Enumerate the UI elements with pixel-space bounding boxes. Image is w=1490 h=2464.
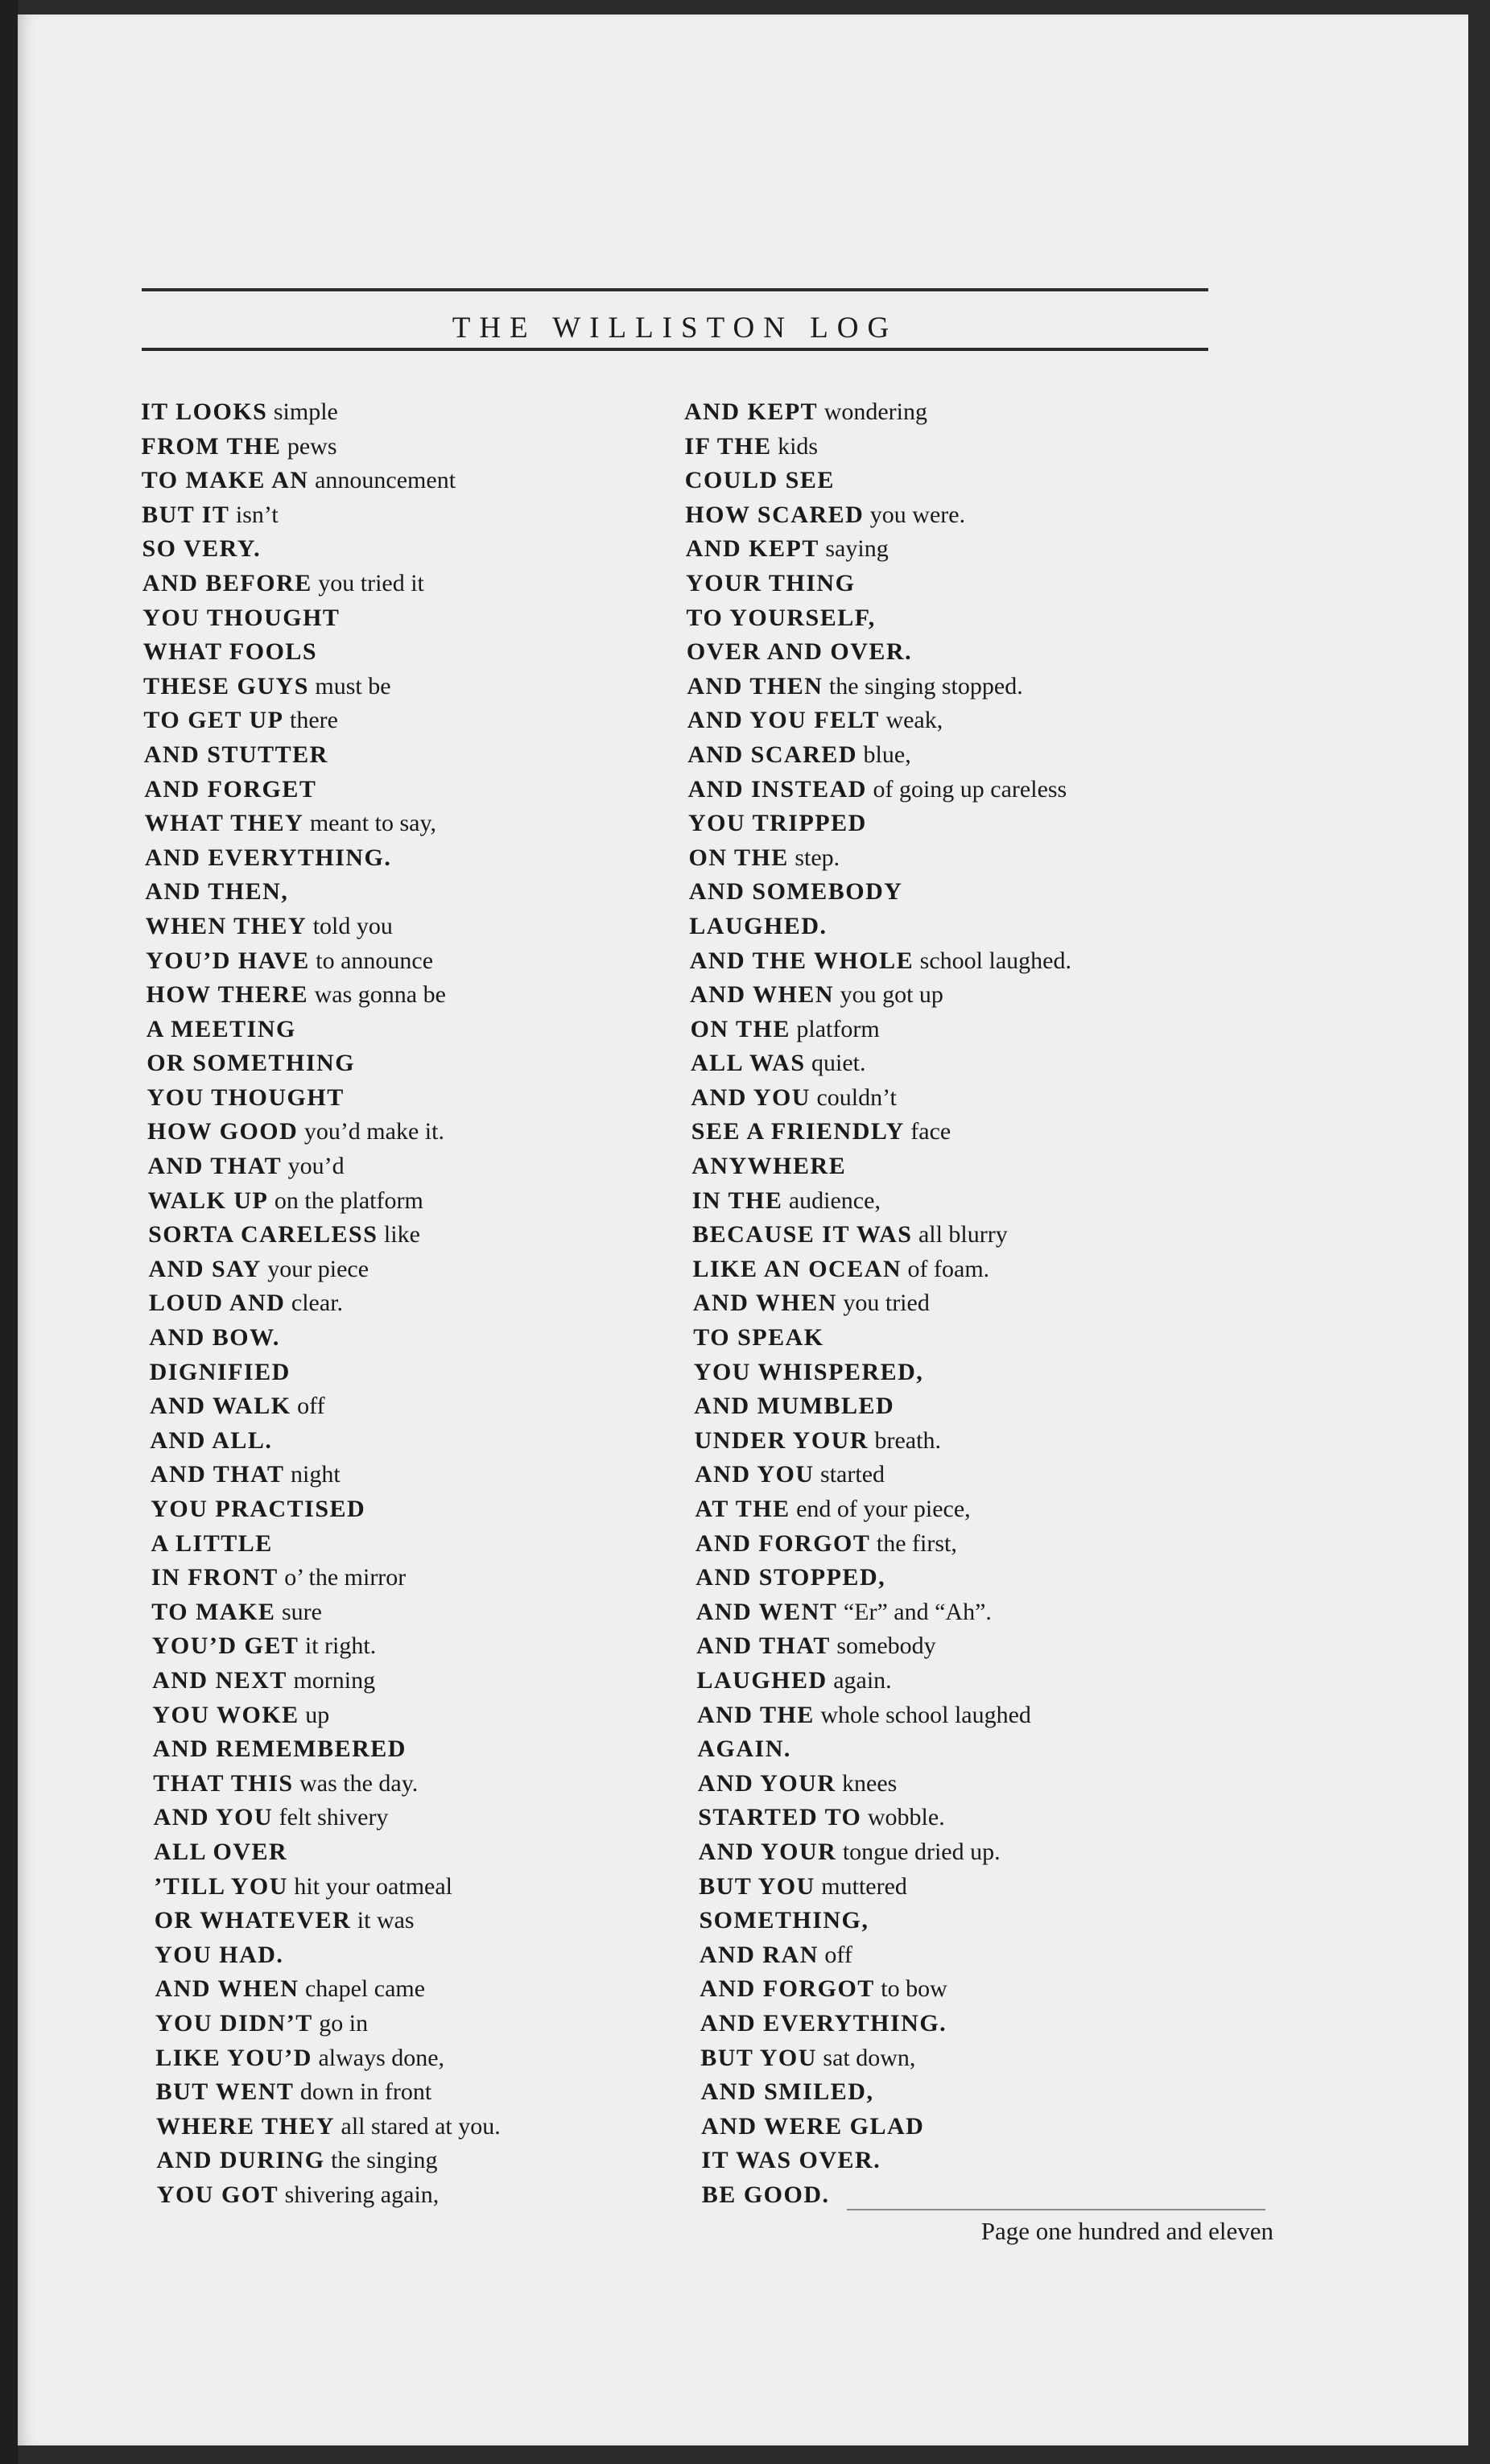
- poem-line-caps: OR SOMETHING: [147, 1050, 356, 1077]
- poem-line-caps: YOU GOT: [156, 2181, 279, 2208]
- poem-line: [141, 1870, 501, 1905]
- poem-line: [141, 498, 501, 533]
- poem-line: [141, 1664, 501, 1698]
- poem-line: [141, 875, 501, 910]
- poem-line: [141, 1698, 501, 1733]
- poem-line-caps: AND WHEN: [692, 1290, 837, 1317]
- poem-line: [684, 1938, 1071, 1973]
- poem-line-caps: SOMETHING,: [699, 1907, 869, 1934]
- poem-line-text: you’d: [287, 1153, 345, 1180]
- poem-line-text: wondering: [823, 398, 927, 425]
- poem-line: [141, 1184, 501, 1219]
- poem-line-caps: WHERE THEY: [156, 2112, 335, 2140]
- poem-line: [141, 2110, 501, 2144]
- poem-line: [684, 395, 1071, 430]
- poem-line: [141, 2178, 501, 2213]
- poem-line-text: pews: [287, 432, 337, 460]
- poem-line-text: face: [910, 1118, 951, 1145]
- poem-line: [684, 1184, 1071, 1219]
- poem-line: [684, 2178, 1071, 2213]
- poem-line: [141, 1938, 501, 1973]
- poem-line-caps: YOU THOUGHT: [147, 1083, 345, 1111]
- poem-line: [684, 1149, 1071, 1184]
- poem-line-caps: YOU PRACTISED: [151, 1496, 366, 1522]
- poem-line-caps: IN FRONT: [151, 1564, 279, 1591]
- poem-line-caps: A MEETING: [146, 1015, 296, 1042]
- poem-line-text: you got up: [840, 981, 943, 1009]
- poem-line-caps: AND BEFORE: [142, 569, 312, 596]
- poem-line-caps: WHAT THEY: [144, 810, 304, 837]
- poem-line-caps: THESE GUYS: [143, 672, 309, 700]
- poem-line-text: you tried it: [318, 569, 424, 596]
- poem-line-caps: DIGNIFIED: [149, 1358, 291, 1385]
- poem-line-text: you’d make it.: [303, 1118, 444, 1145]
- poem-line: [141, 1286, 501, 1321]
- poem-line-text: go in: [319, 2009, 369, 2037]
- poem-line-text: off: [297, 1393, 325, 1420]
- poem-line-text: shivering again,: [284, 2181, 440, 2208]
- poem-line-caps: SORTA CARELESS: [148, 1221, 378, 1249]
- poem-line-caps: BUT IT: [142, 501, 230, 528]
- poem-line-text: hit your oatmeal: [294, 1872, 453, 1900]
- poem-line-caps: TO GET UP: [143, 707, 284, 734]
- poem-line-caps: LIKE AN OCEAN: [692, 1255, 902, 1282]
- poem-line-caps: AND YOU FELT: [687, 707, 880, 734]
- poem-line: [684, 1115, 1071, 1149]
- poem-line: [684, 807, 1071, 841]
- poem-line-text: announcement: [315, 467, 456, 494]
- poem-line: [684, 1561, 1071, 1595]
- poem-line-caps: AND WALK: [150, 1393, 291, 1420]
- poem-line-text: morning: [293, 1666, 376, 1694]
- poem-line-text: told you: [312, 912, 393, 939]
- header-rule-bottom: [142, 348, 1208, 351]
- poem-line: [141, 704, 501, 738]
- poem-line: [141, 635, 501, 670]
- poem-line: [141, 1492, 501, 1527]
- poem-line: [684, 1046, 1071, 1081]
- poem-line-text: was gonna be: [314, 981, 446, 1009]
- poem-line: [684, 1492, 1071, 1527]
- poem-line-caps: WALK UP: [147, 1187, 269, 1214]
- poem-line-caps: HOW THERE: [146, 981, 309, 1009]
- poem-line: [141, 670, 501, 704]
- poem-line: [141, 1904, 501, 1938]
- poem-line-caps: COULD SEE: [684, 467, 835, 494]
- poem-line: [141, 1013, 501, 1047]
- poem-line-caps: AND THEN,: [145, 878, 289, 906]
- poem-line: [684, 978, 1071, 1013]
- poem-line: [141, 1389, 501, 1424]
- poem-line-caps: AND WHEN: [690, 981, 835, 1009]
- poem-line: [684, 841, 1071, 876]
- poem-line: [141, 773, 501, 807]
- poem-line: [141, 944, 501, 979]
- poem-line-caps: IT WAS OVER.: [701, 2147, 881, 2174]
- poem-line: [684, 1835, 1071, 1870]
- poem-line-caps: AND KEPT: [685, 535, 819, 563]
- poem-line-caps: YOU HAD.: [155, 1941, 284, 1968]
- poem-line-caps: AND EVERYTHING.: [144, 844, 392, 871]
- poem-line-text: blue,: [863, 741, 911, 768]
- poem-line: [684, 1389, 1071, 1424]
- poem-line-caps: LAUGHED: [696, 1666, 828, 1694]
- poem-line-caps: YOUR THING: [686, 569, 856, 596]
- poem-line: [141, 1629, 501, 1664]
- poem-line-caps: AND INSTEAD: [687, 775, 867, 803]
- poem-line-caps: AND WENT: [695, 1598, 838, 1625]
- poem-line-caps: LOUD AND: [148, 1290, 286, 1317]
- book-spine-edge: [0, 0, 18, 2464]
- poem-line-caps: HOW GOOD: [147, 1118, 299, 1145]
- poem-line: [141, 464, 501, 498]
- poem-line-caps: AND BOW.: [149, 1324, 280, 1352]
- poem-line-text: clear.: [291, 1290, 344, 1317]
- poem-line: [141, 2007, 501, 2041]
- poem-line-caps: AND SMILED,: [700, 2078, 874, 2106]
- poem-line-caps: AND KEPT: [684, 398, 819, 425]
- poem-line-text: chapel came: [304, 1975, 426, 2003]
- poem-line-text: to announce: [316, 947, 434, 974]
- poem-line-caps: AND FORGOT: [695, 1529, 871, 1557]
- poem-line-caps: THAT THIS: [153, 1769, 294, 1797]
- poem-line: [141, 2075, 501, 2110]
- poem-line: [684, 1286, 1071, 1321]
- poem-line-caps: AND DURING: [156, 2147, 325, 2174]
- poem-line: [141, 1115, 501, 1149]
- poem-line-caps: AND EVERYTHING.: [700, 2009, 947, 2037]
- poem-line-text: o’ the mirror: [284, 1564, 407, 1591]
- poem-line-text: up: [305, 1701, 330, 1728]
- poem-line-caps: AND NEXT: [152, 1666, 287, 1694]
- poem-line-caps: AND YOU: [691, 1083, 811, 1111]
- poem-line: [141, 1458, 501, 1492]
- poem-line: [684, 773, 1071, 807]
- poem-line-caps: AND YOUR: [697, 1769, 836, 1797]
- poem-line-text: the first,: [876, 1529, 957, 1557]
- poem-line-caps: YOU’D HAVE: [146, 947, 310, 974]
- poem-line-caps: ALL OVER: [154, 1838, 288, 1865]
- poem-line-text: there: [290, 707, 338, 734]
- poem-line-caps: AND STOPPED,: [695, 1564, 886, 1591]
- poem-line-text: of foam.: [907, 1255, 990, 1282]
- poem-line: [141, 1527, 501, 1562]
- poem-line-text: quiet.: [811, 1050, 866, 1077]
- poem-line-text: all stared at you.: [341, 2112, 501, 2140]
- poem-line: [684, 704, 1071, 738]
- poem-line-text: meant to say,: [309, 810, 436, 837]
- poem-line-text: kids: [778, 432, 819, 460]
- poem-line: [684, 1013, 1071, 1047]
- poem-line-caps: OVER AND OVER.: [686, 638, 913, 666]
- poem-line: [684, 944, 1071, 979]
- poem-line-caps: YOU THOUGHT: [142, 604, 341, 631]
- poem-line-caps: WHEN THEY: [145, 912, 307, 939]
- poem-line-caps: TO MAKE AN: [141, 467, 309, 494]
- header-rule-top: [142, 288, 1208, 291]
- poem-line: [141, 2041, 501, 2076]
- poem-line-caps: AND ALL.: [150, 1426, 273, 1454]
- poem-line: [684, 1595, 1071, 1630]
- poem-line-text: breath.: [874, 1426, 941, 1454]
- poem-line: [141, 1767, 501, 1802]
- poem-column-left: [141, 395, 501, 2212]
- poem-line-caps: AND MUMBLED: [694, 1393, 895, 1420]
- poem-line: [684, 1424, 1071, 1459]
- poem-line: [141, 532, 501, 567]
- poem-line: [684, 601, 1071, 636]
- poem-line: [684, 2075, 1071, 2110]
- poem-line: [141, 1321, 501, 1356]
- poem-line-caps: BE GOOD.: [701, 2181, 830, 2208]
- poem-line: [141, 738, 501, 773]
- poem-line: [684, 2007, 1071, 2041]
- poem-line-text: tongue dried up.: [842, 1838, 1001, 1865]
- poem-line: [141, 807, 501, 841]
- poem-line-text: felt shivery: [279, 1804, 389, 1831]
- poem-line-caps: LIKE YOU’D: [155, 2044, 312, 2071]
- poem-line-text: sat down,: [823, 2044, 916, 2071]
- poem-line: [141, 1424, 501, 1459]
- poem-line-caps: ANYWHERE: [691, 1153, 847, 1180]
- poem-line: [141, 1046, 501, 1081]
- poem-line-text: the singing: [331, 2147, 438, 2174]
- poem-line-caps: BUT WENT: [155, 2078, 295, 2106]
- poem-line: [141, 1149, 501, 1184]
- poem-line-text: it was: [357, 1907, 415, 1934]
- poem-line-text: your piece: [267, 1255, 369, 1282]
- poem-line-caps: ON THE: [690, 1015, 790, 1042]
- poem-line: [141, 1801, 501, 1835]
- poem-line-text: you tried: [843, 1290, 930, 1317]
- poem-line: [684, 1253, 1071, 1287]
- poem-line-caps: ALL WAS: [691, 1050, 806, 1077]
- poem-line: [141, 978, 501, 1013]
- poem-line: [684, 1458, 1071, 1492]
- poem-line-text: of going up careless: [873, 775, 1067, 803]
- poem-line-caps: AND THAT: [147, 1153, 283, 1180]
- poem-line: [684, 567, 1071, 601]
- poem-line: [141, 1218, 501, 1253]
- poem-line: [141, 2144, 501, 2178]
- poem-line-text: always done,: [318, 2044, 445, 2071]
- poem-line-caps: FROM THE: [141, 432, 282, 460]
- poem-line-caps: AND RAN: [699, 1941, 819, 1968]
- poem-line-caps: YOU TRIPPED: [688, 810, 867, 837]
- poem-line-caps: OR WHATEVER: [154, 1907, 352, 1934]
- poem-line-caps: STARTED TO: [698, 1804, 862, 1831]
- poem-line-caps: YOU WOKE: [152, 1701, 299, 1728]
- poem-line: [141, 1595, 501, 1630]
- poem-line: [684, 1081, 1071, 1116]
- poem-line-text: it right.: [304, 1632, 377, 1660]
- page-number-label: Page one hundred and eleven: [980, 2217, 1273, 2245]
- poem-line-caps: BUT YOU: [699, 1872, 815, 1900]
- poem-line-caps: YOU DIDN’T: [155, 2009, 313, 2037]
- poem-line-text: must be: [315, 672, 391, 700]
- poem-line-text: somebody: [836, 1632, 936, 1660]
- poem-line-caps: AND THAT: [150, 1461, 285, 1488]
- poem-line-text: like: [383, 1221, 420, 1249]
- poem-line-text: isn’t: [235, 501, 279, 528]
- poem-line: [141, 1253, 501, 1287]
- running-header: THE WILLISTON LOG: [452, 312, 898, 345]
- poem-line: [141, 1732, 501, 1767]
- poem-line: [141, 1356, 501, 1390]
- poem-line: [141, 841, 501, 876]
- poem-line-text: audience,: [788, 1187, 881, 1214]
- poem-line-text: off: [824, 1941, 852, 1968]
- poem-line: [684, 1527, 1071, 1562]
- poem-line-text: again.: [833, 1666, 892, 1694]
- poem-line: [684, 464, 1071, 498]
- poem-line: [684, 910, 1071, 944]
- poem-line-text: down in front: [299, 2078, 432, 2106]
- poem-line-caps: AND WERE GLAD: [701, 2112, 925, 2140]
- poem-line-caps: UNDER YOUR: [694, 1426, 869, 1454]
- poem-line-text: weak,: [885, 707, 943, 734]
- poem-line: [684, 875, 1071, 910]
- poem-line-text: step.: [795, 844, 840, 871]
- poem-line-caps: WHAT FOOLS: [142, 638, 318, 666]
- poem-line-text: was the day.: [299, 1769, 419, 1797]
- poem-line: [141, 395, 501, 430]
- poem-line-caps: TO YOURSELF,: [686, 604, 876, 631]
- poem-line-caps: IF THE: [684, 432, 772, 460]
- poem-line: [141, 567, 501, 601]
- poem-line-text: to bow: [881, 1975, 947, 2003]
- poem-line-caps: IT LOOKS: [141, 398, 268, 425]
- poem-line: [684, 1732, 1071, 1767]
- poem-line: [684, 1972, 1071, 2007]
- poem-line-text: saying: [825, 535, 889, 563]
- poem-line-caps: AND SOMEBODY: [688, 878, 903, 906]
- poem-line: [684, 430, 1071, 464]
- poem-line-caps: AGAIN.: [697, 1736, 791, 1763]
- poem-line-caps: A LITTLE: [151, 1529, 273, 1557]
- poem-line-caps: YOU’D GET: [151, 1632, 299, 1660]
- poem-line-text: school laughed.: [919, 947, 1071, 974]
- footer-rule: [847, 2209, 1265, 2210]
- poem-line: [684, 738, 1071, 773]
- poem-line-caps: AND YOU: [153, 1804, 274, 1831]
- poem-line: [684, 1870, 1071, 1905]
- poem-line: [141, 1835, 501, 1870]
- poem-line: [684, 1356, 1071, 1390]
- poem-line-caps: SO VERY.: [142, 535, 262, 563]
- poem-line: [684, 1218, 1071, 1253]
- poem-line: [684, 498, 1071, 533]
- poem-line: [684, 635, 1071, 670]
- poem-line: [684, 2041, 1071, 2076]
- poem-line: [141, 430, 501, 464]
- poem-column-right: [684, 395, 1071, 2212]
- poem-line: [684, 2110, 1071, 2144]
- poem-line: [684, 532, 1071, 567]
- poem-line-text: end of your piece,: [796, 1496, 971, 1522]
- poem-line: [684, 1629, 1071, 1664]
- poem-line-caps: AND YOUR: [698, 1838, 837, 1865]
- poem-line-caps: YOU WHISPERED,: [693, 1358, 924, 1385]
- poem-line: [684, 1321, 1071, 1356]
- poem-line-caps: AND FORGOT: [700, 1975, 875, 2003]
- poem-line-caps: HOW SCARED: [685, 501, 865, 528]
- poem-line: [684, 1767, 1071, 1802]
- poem-line-caps: AND THE: [697, 1701, 815, 1728]
- poem-line: [141, 1081, 501, 1116]
- poem-line-caps: AND WHEN: [155, 1975, 299, 2003]
- poem-line-text: couldn’t: [816, 1083, 897, 1111]
- poem-line: [684, 1664, 1071, 1698]
- poem-line-text: simple: [273, 398, 338, 425]
- poem-line-caps: AND REMEMBERED: [152, 1736, 407, 1763]
- poem-line-caps: AND THAT: [696, 1632, 831, 1660]
- poem-line-caps: LAUGHED.: [689, 912, 828, 939]
- poem-line: [141, 1972, 501, 2007]
- poem-line-caps: ’TILL YOU: [154, 1872, 288, 1900]
- poem-line-caps: ON THE: [688, 844, 789, 871]
- poem-line-text: sure: [281, 1598, 322, 1625]
- poem-line-text: whole school laughed: [820, 1701, 1031, 1728]
- poem-line-caps: AND YOU: [695, 1461, 815, 1488]
- poem-line: [684, 1904, 1071, 1938]
- poem-line: [141, 601, 501, 636]
- book-page: [18, 14, 1468, 2445]
- poem-line-text: muttered: [821, 1872, 907, 1900]
- poem-line-caps: AND THEN: [687, 672, 823, 700]
- poem-line-text: night: [291, 1461, 341, 1488]
- poem-line-caps: TO MAKE: [151, 1598, 276, 1625]
- poem-line-caps: AND FORGET: [144, 775, 317, 803]
- poem-line-caps: AND SCARED: [687, 741, 858, 768]
- poem-line-caps: BECAUSE IT WAS: [692, 1221, 913, 1249]
- poem-line-caps: BUT YOU: [700, 2044, 817, 2071]
- poem-line: [684, 2144, 1071, 2178]
- poem-line-text: all blurry: [918, 1221, 1008, 1249]
- poem-line-text: started: [820, 1461, 885, 1488]
- poem-line: [684, 670, 1071, 704]
- poem-line-caps: IN THE: [691, 1187, 783, 1214]
- poem-line: [141, 1561, 501, 1595]
- poem-line: [684, 1698, 1071, 1733]
- poem-line: [141, 910, 501, 944]
- poem-line-caps: AND THE WHOLE: [689, 947, 914, 974]
- poem-line-caps: AND STUTTER: [143, 741, 328, 768]
- poem-line: [684, 1801, 1071, 1835]
- poem-line-caps: SEE A FRIENDLY: [691, 1118, 905, 1145]
- poem-line-text: you were.: [869, 501, 966, 528]
- poem-line-caps: TO SPEAK: [693, 1324, 824, 1352]
- poem-line-text: “Er” and “Ah”.: [843, 1598, 992, 1625]
- poem-line-text: knees: [842, 1769, 898, 1797]
- poem-line-text: platform: [796, 1015, 880, 1042]
- poem-line-text: the singing stopped.: [828, 672, 1023, 700]
- poem-line-caps: AND SAY: [148, 1255, 262, 1282]
- poem-line-caps: AT THE: [695, 1496, 790, 1522]
- poem-line-text: wobble.: [867, 1804, 945, 1831]
- poem-line-text: on the platform: [274, 1187, 423, 1214]
